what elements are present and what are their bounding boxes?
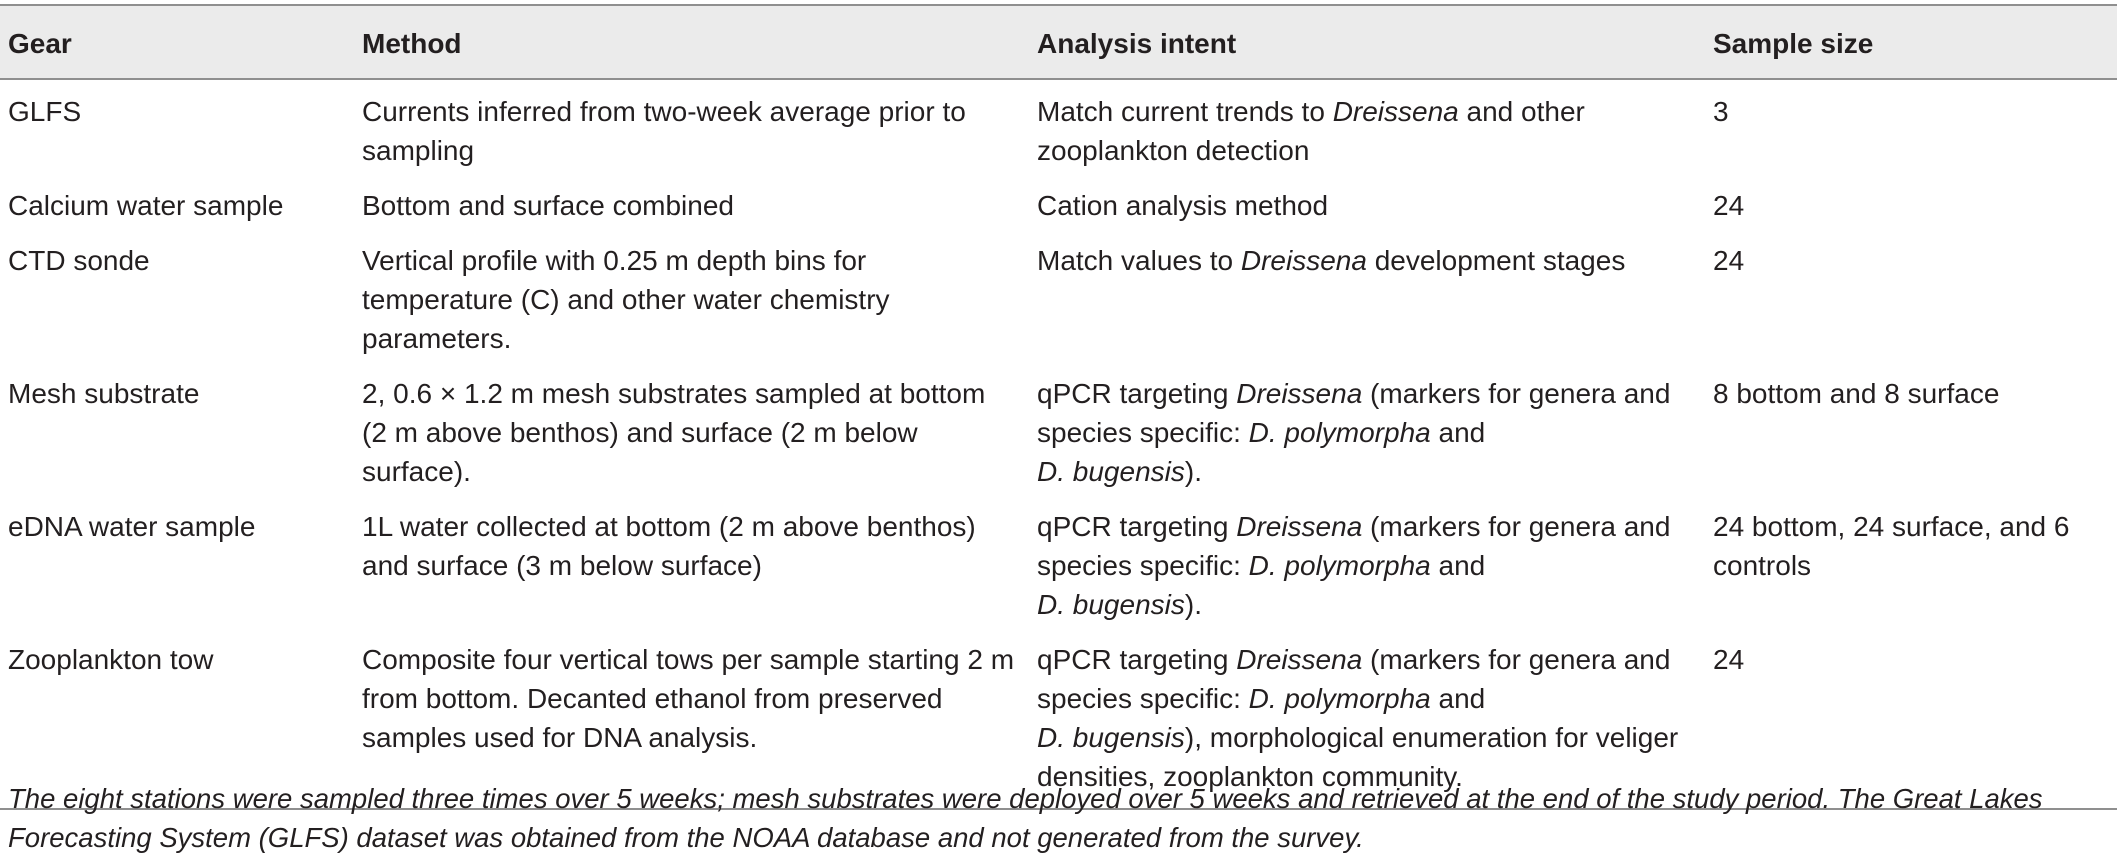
cell-sample-size: 24	[1713, 190, 1745, 221]
cell-method: Vertical profile with 0.25 m depth bins for temperature (C) and other water chemistry parameters.	[362, 245, 890, 354]
intent-text: (markers for genera and species specific:	[1037, 378, 1671, 448]
intent-text: ), morphological enumeration for veliger densities, zooplankton community.	[1037, 722, 1679, 792]
species-name: D. polymorpha	[1248, 550, 1431, 581]
header-sample-size: Sample size	[1713, 28, 1874, 59]
table-row	[0, 367, 2117, 500]
intent-text: qPCR targeting	[1037, 378, 1237, 409]
species-name: Dreissena	[1236, 378, 1363, 409]
intent-text: and other zooplankton detection	[1037, 96, 1585, 166]
intent-text: qPCR targeting	[1037, 511, 1237, 542]
cell-gear: eDNA water sample	[8, 511, 256, 542]
table-row	[0, 500, 2117, 633]
species-name: Dreissena	[1332, 96, 1459, 127]
table-row	[0, 234, 2117, 367]
cell-gear: Mesh substrate	[8, 378, 200, 409]
cell-sample-size: 24 bottom, 24 surface, and 6 controls	[1713, 511, 2070, 581]
intent-text: ).	[1184, 456, 1202, 487]
cell-analysis-intent	[1037, 500, 1713, 633]
table-row	[0, 179, 2117, 234]
cell-analysis-intent	[1037, 234, 1713, 367]
table-footnote: The eight stations were sampled three times over 5 weeks; mesh substrates were deployed over 5 weeks and retrieved at the end of the study period. The Great Lakes Forecasting System (GLFS) dataset was obtained from the NOAA database and not generated from the survey.	[8, 783, 2043, 853]
header-method: Method	[362, 28, 462, 59]
intent-text: Cation analysis method	[1037, 190, 1329, 221]
header-analysis-intent: Analysis intent	[1037, 28, 1237, 59]
header-gear: Gear	[8, 28, 72, 59]
cell-gear: GLFS	[8, 96, 82, 127]
cell-gear: Zooplankton tow	[8, 644, 214, 675]
sampling-methods-table	[0, 4, 2117, 810]
intent-text: development stages	[1366, 245, 1626, 276]
cell-sample-size: 8 bottom and 8 surface	[1713, 378, 2000, 409]
intent-text: and	[1430, 550, 1486, 581]
cell-method: 1L water collected at bottom (2 m above benthos) and surface (3 m below surface)	[362, 511, 976, 581]
intent-text: Match current trends to	[1037, 96, 1333, 127]
cell-sample-size: 24	[1713, 245, 1745, 276]
intent-text: ).	[1184, 589, 1202, 620]
species-name: D. bugensis	[1037, 456, 1185, 487]
intent-text: and	[1430, 417, 1486, 448]
cell-sample-size: 24	[1713, 644, 1745, 675]
species-name: D. polymorpha	[1248, 683, 1431, 714]
table-row	[0, 79, 2117, 179]
intent-text: and	[1430, 683, 1486, 714]
species-name: D. bugensis	[1037, 589, 1185, 620]
cell-method: Composite four vertical tows per sample starting 2 m from bottom. Decanted ethanol from preserved samples used for DNA analysis.	[362, 644, 1015, 753]
species-name: Dreissena	[1236, 511, 1363, 542]
cell-method: Currents inferred from two-week average prior to sampling	[362, 96, 966, 166]
intent-text: Match values to	[1037, 245, 1241, 276]
species-name: D. bugensis	[1037, 722, 1185, 753]
cell-sample-size: 3	[1713, 96, 1729, 127]
intent-text: (markers for genera and species specific:	[1037, 511, 1671, 581]
cell-gear: Calcium water sample	[8, 190, 284, 221]
cell-analysis-intent	[1037, 367, 1713, 500]
cell-analysis-intent	[1037, 179, 1713, 234]
intent-text: qPCR targeting	[1037, 644, 1237, 675]
species-name: D. polymorpha	[1248, 417, 1431, 448]
species-name: Dreissena	[1240, 245, 1367, 276]
species-name: Dreissena	[1236, 644, 1363, 675]
cell-method: 2, 0.6 × 1.2 m mesh substrates sampled at bottom (2 m above benthos) and surface (2 m below surface).	[362, 378, 986, 487]
cell-gear: CTD sonde	[8, 245, 150, 276]
cell-method: Bottom and surface combined	[362, 190, 734, 221]
cell-analysis-intent	[1037, 79, 1713, 179]
table-header-row	[0, 5, 2117, 79]
intent-text: (markers for genera and species specific:	[1037, 644, 1671, 714]
